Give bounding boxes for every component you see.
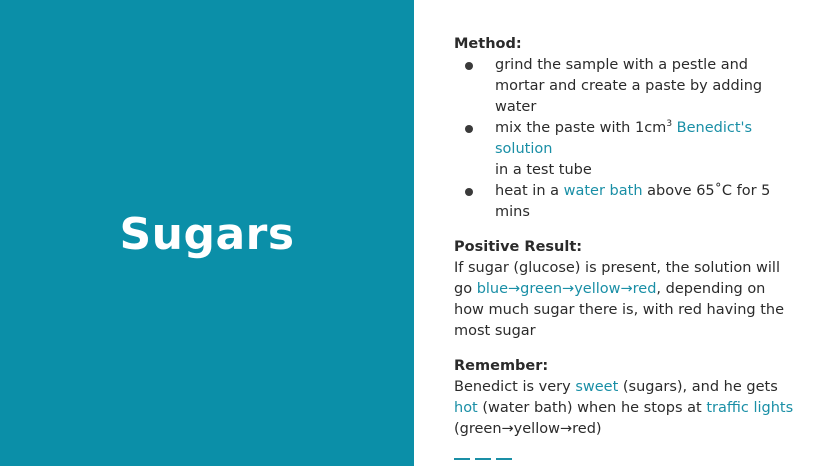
step-text: in a test tube xyxy=(495,162,592,178)
method-step-3 xyxy=(454,181,794,223)
remember-text-part: (green→yellow→red) xyxy=(454,421,602,437)
step-text: grind the sample with a pestle and mortar and create a paste by adding water xyxy=(495,57,763,115)
sweet-highlight: sweet xyxy=(575,379,619,395)
dash xyxy=(496,458,512,460)
step-text: above 65˚C for 5 mins xyxy=(495,183,771,220)
superscript: 3 xyxy=(666,119,673,130)
traffic-lights-highlight: traffic lights xyxy=(706,400,794,416)
method-steps xyxy=(454,55,794,223)
remember-text-part: (sugars), and he gets xyxy=(618,379,778,395)
remember-text xyxy=(454,377,794,440)
result-text: If sugar (glucose) is present, the solution will go xyxy=(454,260,780,297)
hot-highlight: hot xyxy=(454,400,478,416)
dash xyxy=(475,458,491,460)
dash-divider xyxy=(454,458,794,460)
water-bath-link: water bath xyxy=(563,183,643,199)
color-sequence: blue→green→yellow→red xyxy=(476,281,657,297)
remember-section xyxy=(454,356,794,440)
step-text: mix the paste with 1cm xyxy=(495,120,667,136)
remember-heading: Remember: xyxy=(454,358,549,374)
positive-result-section xyxy=(454,237,794,342)
method-section xyxy=(454,34,794,223)
slide-title: Sugars xyxy=(119,208,295,260)
positive-result-text xyxy=(454,258,794,342)
positive-result-heading: Positive Result: xyxy=(454,239,583,255)
benedicts-solution-link: Benedict's solution xyxy=(495,120,753,157)
result-text: , depending on how much sugar there is, with red having the most sugar xyxy=(454,281,785,339)
method-heading: Method: xyxy=(454,36,522,52)
step-text: heat in a xyxy=(495,183,564,199)
method-step-1 xyxy=(454,55,794,118)
remember-text-part: (water bath) when he stops at xyxy=(477,400,707,416)
content-body xyxy=(454,34,794,460)
dash xyxy=(454,458,470,460)
method-step-2 xyxy=(454,118,794,181)
remember-text-part: Benedict is very xyxy=(454,379,576,395)
content-panel xyxy=(414,0,828,466)
